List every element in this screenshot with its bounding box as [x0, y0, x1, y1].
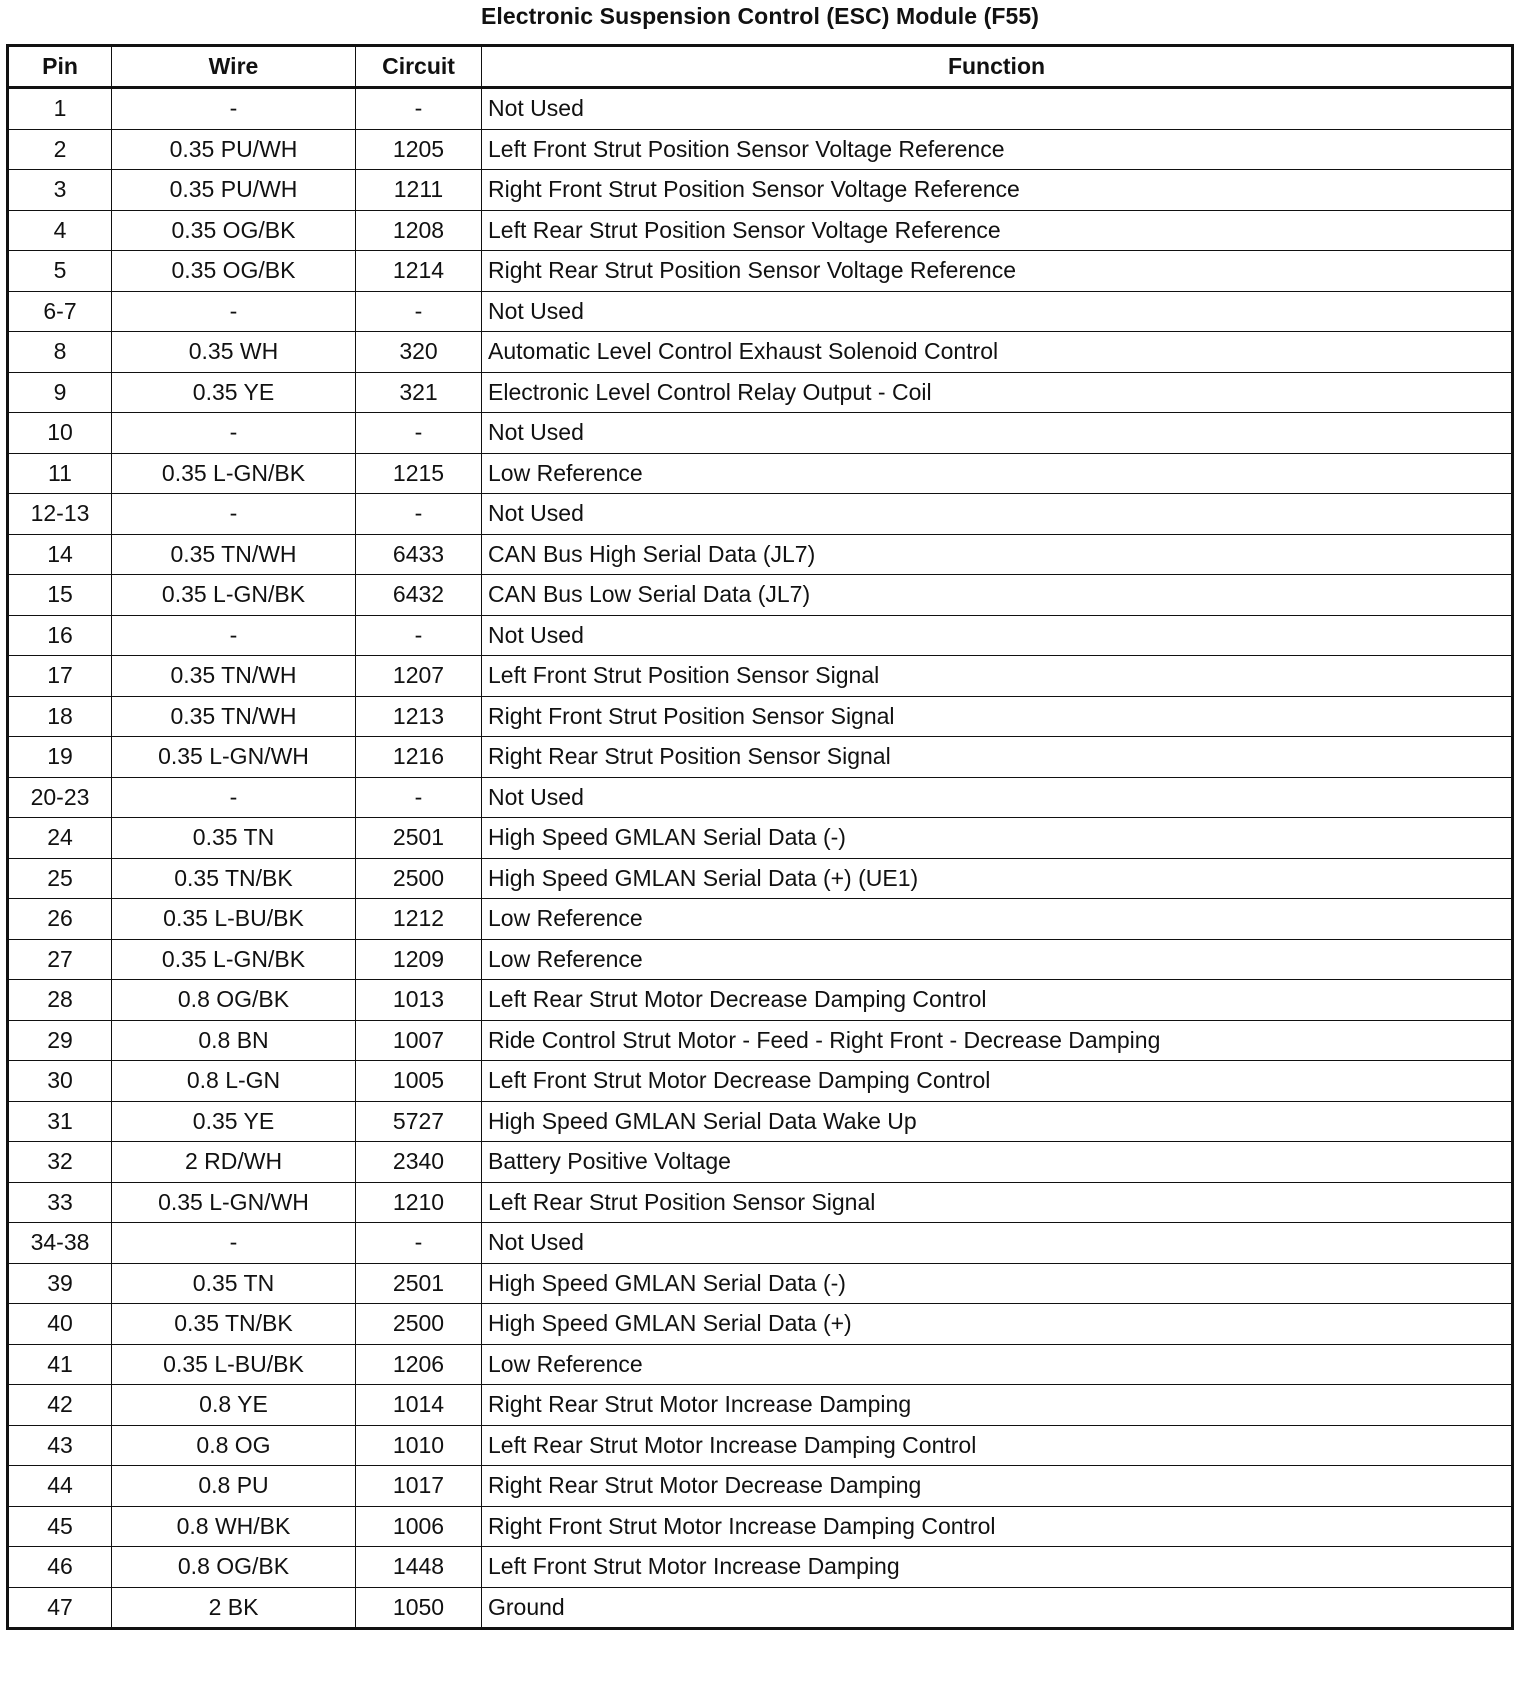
table-row [8, 332, 1513, 373]
pin-cell: 5 [8, 251, 112, 292]
pinout-table [6, 44, 1514, 1630]
function-cell: Not Used [482, 494, 1513, 535]
table-row [8, 1223, 1513, 1264]
table-row [8, 1263, 1513, 1304]
function-cell: Left Rear Strut Position Sensor Signal [482, 1182, 1513, 1223]
wire-cell: 0.35 TN [112, 1263, 356, 1304]
function-cell: Not Used [482, 291, 1513, 332]
circuit-cell: 6433 [356, 534, 482, 575]
table-row [8, 737, 1513, 778]
circuit-cell: - [356, 413, 482, 454]
pin-cell: 1 [8, 88, 112, 130]
function-cell: Left Front Strut Motor Decrease Damping Control [482, 1061, 1513, 1102]
table-row [8, 1061, 1513, 1102]
pin-cell: 6-7 [8, 291, 112, 332]
table-row [8, 696, 1513, 737]
pin-cell: 40 [8, 1304, 112, 1345]
circuit-cell: - [356, 615, 482, 656]
column-header-wire: Wire [112, 46, 356, 88]
table-row [8, 1182, 1513, 1223]
pin-cell: 41 [8, 1344, 112, 1385]
table-row [8, 291, 1513, 332]
function-cell: Low Reference [482, 453, 1513, 494]
function-cell: Low Reference [482, 899, 1513, 940]
circuit-cell: 2501 [356, 818, 482, 859]
table-row [8, 899, 1513, 940]
function-cell: Not Used [482, 615, 1513, 656]
wire-cell: 0.35 L-GN/WH [112, 737, 356, 778]
table-row [8, 88, 1513, 130]
circuit-cell: 1212 [356, 899, 482, 940]
circuit-cell: 1205 [356, 129, 482, 170]
circuit-cell: 2500 [356, 1304, 482, 1345]
wire-cell: 0.35 YE [112, 372, 356, 413]
circuit-cell: 320 [356, 332, 482, 373]
circuit-cell: 1211 [356, 170, 482, 211]
pin-cell: 18 [8, 696, 112, 737]
pin-cell: 12-13 [8, 494, 112, 535]
table-row [8, 170, 1513, 211]
wire-cell: 0.35 L-BU/BK [112, 899, 356, 940]
function-cell: Left Front Strut Motor Increase Damping [482, 1547, 1513, 1588]
header-row [8, 46, 1513, 88]
wire-cell: 0.35 YE [112, 1101, 356, 1142]
table-row [8, 818, 1513, 859]
function-cell: Low Reference [482, 1344, 1513, 1385]
circuit-cell: - [356, 494, 482, 535]
wire-cell: 0.35 PU/WH [112, 170, 356, 211]
function-cell: Left Rear Strut Motor Decrease Damping Control [482, 980, 1513, 1021]
pin-cell: 44 [8, 1466, 112, 1507]
table-row [8, 656, 1513, 697]
wire-cell: 0.8 PU [112, 1466, 356, 1507]
pin-cell: 43 [8, 1425, 112, 1466]
wire-cell: 0.35 TN/WH [112, 656, 356, 697]
wire-cell: 2 BK [112, 1587, 356, 1629]
circuit-cell: 1208 [356, 210, 482, 251]
pin-cell: 8 [8, 332, 112, 373]
wire-cell: - [112, 1223, 356, 1264]
table-row [8, 1506, 1513, 1547]
pin-cell: 25 [8, 858, 112, 899]
function-cell: Not Used [482, 88, 1513, 130]
function-cell: Right Front Strut Position Sensor Signal [482, 696, 1513, 737]
pin-cell: 45 [8, 1506, 112, 1547]
pin-cell: 42 [8, 1385, 112, 1426]
function-cell: Not Used [482, 1223, 1513, 1264]
pin-cell: 10 [8, 413, 112, 454]
table-row [8, 129, 1513, 170]
table-row [8, 1142, 1513, 1183]
function-cell: Right Rear Strut Motor Increase Damping [482, 1385, 1513, 1426]
wire-cell: 0.35 L-GN/WH [112, 1182, 356, 1223]
wire-cell: - [112, 777, 356, 818]
circuit-cell: 1213 [356, 696, 482, 737]
pin-cell: 28 [8, 980, 112, 1021]
pin-cell: 4 [8, 210, 112, 251]
table-row [8, 1304, 1513, 1345]
circuit-cell: 2340 [356, 1142, 482, 1183]
pin-cell: 9 [8, 372, 112, 413]
circuit-cell: - [356, 88, 482, 130]
wire-cell: 0.35 TN [112, 818, 356, 859]
circuit-cell: 1215 [356, 453, 482, 494]
table-row [8, 251, 1513, 292]
function-cell: CAN Bus Low Serial Data (JL7) [482, 575, 1513, 616]
pin-cell: 24 [8, 818, 112, 859]
column-header-function: Function [482, 46, 1513, 88]
circuit-cell: - [356, 777, 482, 818]
circuit-cell: 1006 [356, 1506, 482, 1547]
circuit-cell: - [356, 291, 482, 332]
pin-cell: 20-23 [8, 777, 112, 818]
wire-cell: 0.35 OG/BK [112, 210, 356, 251]
function-cell: Ground [482, 1587, 1513, 1629]
table-row [8, 1344, 1513, 1385]
circuit-cell: 1005 [356, 1061, 482, 1102]
table-row [8, 1466, 1513, 1507]
wire-cell: - [112, 615, 356, 656]
pin-cell: 26 [8, 899, 112, 940]
wire-cell: 0.35 TN/BK [112, 1304, 356, 1345]
table-row [8, 1385, 1513, 1426]
function-cell: High Speed GMLAN Serial Data (-) [482, 818, 1513, 859]
wire-cell: 0.35 L-BU/BK [112, 1344, 356, 1385]
function-cell: Left Rear Strut Position Sensor Voltage Reference [482, 210, 1513, 251]
circuit-cell: 1010 [356, 1425, 482, 1466]
table-row [8, 615, 1513, 656]
wire-cell: 0.35 WH [112, 332, 356, 373]
pin-cell: 14 [8, 534, 112, 575]
wire-cell: 0.35 TN/WH [112, 696, 356, 737]
pin-cell: 27 [8, 939, 112, 980]
circuit-cell: 2500 [356, 858, 482, 899]
wire-cell: 0.35 OG/BK [112, 251, 356, 292]
function-cell: High Speed GMLAN Serial Data (+) [482, 1304, 1513, 1345]
circuit-cell: 6432 [356, 575, 482, 616]
table-row [8, 210, 1513, 251]
wire-cell: 0.8 WH/BK [112, 1506, 356, 1547]
circuit-cell: 1210 [356, 1182, 482, 1223]
table-row [8, 534, 1513, 575]
wire-cell: 0.35 L-GN/BK [112, 453, 356, 494]
pin-cell: 3 [8, 170, 112, 211]
wire-cell: 0.35 L-GN/BK [112, 575, 356, 616]
circuit-cell: 1209 [356, 939, 482, 980]
circuit-cell: 5727 [356, 1101, 482, 1142]
pin-cell: 31 [8, 1101, 112, 1142]
function-cell: Electronic Level Control Relay Output - Coil [482, 372, 1513, 413]
function-cell: CAN Bus High Serial Data (JL7) [482, 534, 1513, 575]
function-cell: Right Front Strut Position Sensor Voltage Reference [482, 170, 1513, 211]
table-row [8, 1587, 1513, 1629]
wire-cell: - [112, 413, 356, 454]
pin-cell: 34-38 [8, 1223, 112, 1264]
circuit-cell: - [356, 1223, 482, 1264]
table-row [8, 1020, 1513, 1061]
circuit-cell: 1207 [356, 656, 482, 697]
table-row [8, 494, 1513, 535]
wire-cell: 0.35 L-GN/BK [112, 939, 356, 980]
table-row [8, 575, 1513, 616]
function-cell: Battery Positive Voltage [482, 1142, 1513, 1183]
circuit-cell: 1448 [356, 1547, 482, 1588]
wire-cell: - [112, 494, 356, 535]
wire-cell: 0.35 TN/BK [112, 858, 356, 899]
circuit-cell: 1007 [356, 1020, 482, 1061]
table-row [8, 372, 1513, 413]
pin-cell: 11 [8, 453, 112, 494]
wire-cell: - [112, 88, 356, 130]
function-cell: Low Reference [482, 939, 1513, 980]
function-cell: High Speed GMLAN Serial Data (+) (UE1) [482, 858, 1513, 899]
wire-cell: 0.35 PU/WH [112, 129, 356, 170]
function-cell: Automatic Level Control Exhaust Solenoid Control [482, 332, 1513, 373]
wire-cell: 0.8 OG/BK [112, 980, 356, 1021]
table-header [8, 46, 1513, 88]
pin-cell: 33 [8, 1182, 112, 1223]
pin-cell: 16 [8, 615, 112, 656]
table-row [8, 1101, 1513, 1142]
column-header-pin: Pin [8, 46, 112, 88]
function-cell: Right Rear Strut Motor Decrease Damping [482, 1466, 1513, 1507]
table-row [8, 939, 1513, 980]
wire-cell: 0.8 L-GN [112, 1061, 356, 1102]
wire-cell: 0.8 YE [112, 1385, 356, 1426]
function-cell: Not Used [482, 777, 1513, 818]
circuit-cell: 1014 [356, 1385, 482, 1426]
table-body [8, 88, 1513, 1629]
table-row [8, 453, 1513, 494]
pin-cell: 15 [8, 575, 112, 616]
function-cell: High Speed GMLAN Serial Data (-) [482, 1263, 1513, 1304]
pin-cell: 19 [8, 737, 112, 778]
function-cell: Left Front Strut Position Sensor Signal [482, 656, 1513, 697]
circuit-cell: 1017 [356, 1466, 482, 1507]
pin-cell: 29 [8, 1020, 112, 1061]
function-cell: Right Rear Strut Position Sensor Signal [482, 737, 1513, 778]
wire-cell: 0.8 BN [112, 1020, 356, 1061]
circuit-cell: 321 [356, 372, 482, 413]
table-row [8, 413, 1513, 454]
function-cell: Not Used [482, 413, 1513, 454]
table-row [8, 980, 1513, 1021]
pin-cell: 32 [8, 1142, 112, 1183]
pin-cell: 47 [8, 1587, 112, 1629]
function-cell: Left Rear Strut Motor Increase Damping Control [482, 1425, 1513, 1466]
pin-cell: 46 [8, 1547, 112, 1588]
circuit-cell: 1013 [356, 980, 482, 1021]
circuit-cell: 1216 [356, 737, 482, 778]
wire-cell: 0.8 OG [112, 1425, 356, 1466]
table-row [8, 1425, 1513, 1466]
pin-cell: 17 [8, 656, 112, 697]
circuit-cell: 1050 [356, 1587, 482, 1629]
pin-cell: 39 [8, 1263, 112, 1304]
function-cell: Right Front Strut Motor Increase Damping Control [482, 1506, 1513, 1547]
pin-cell: 30 [8, 1061, 112, 1102]
table-row [8, 1547, 1513, 1588]
table-row [8, 858, 1513, 899]
wire-cell: - [112, 291, 356, 332]
function-cell: Right Rear Strut Position Sensor Voltage Reference [482, 251, 1513, 292]
function-cell: High Speed GMLAN Serial Data Wake Up [482, 1101, 1513, 1142]
wire-cell: 0.8 OG/BK [112, 1547, 356, 1588]
circuit-cell: 1214 [356, 251, 482, 292]
document-title: Electronic Suspension Control (ESC) Module (F55) [480, 3, 1040, 29]
function-cell: Left Front Strut Position Sensor Voltage Reference [482, 129, 1513, 170]
wire-cell: 0.35 TN/WH [112, 534, 356, 575]
table-row [8, 777, 1513, 818]
circuit-cell: 2501 [356, 1263, 482, 1304]
column-header-circuit: Circuit [356, 46, 482, 88]
pin-cell: 2 [8, 129, 112, 170]
wire-cell: 2 RD/WH [112, 1142, 356, 1183]
function-cell: Ride Control Strut Motor - Feed - Right Front - Decrease Damping [482, 1020, 1513, 1061]
circuit-cell: 1206 [356, 1344, 482, 1385]
